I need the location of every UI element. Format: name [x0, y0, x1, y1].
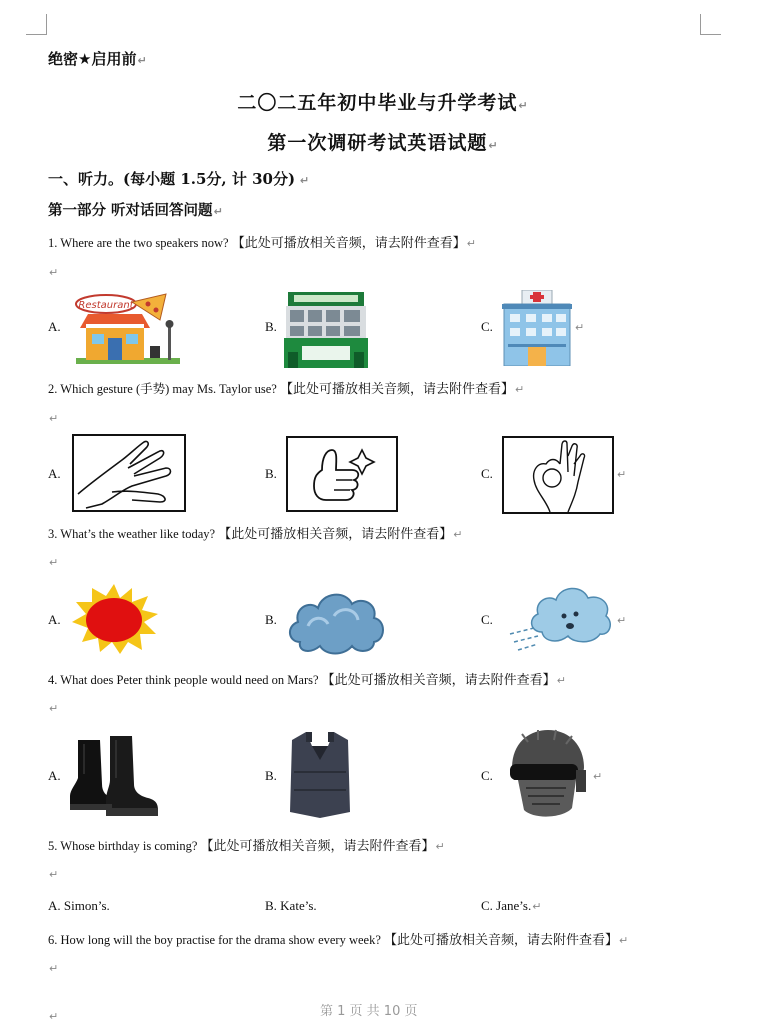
paragraph-mark: ↵ [49, 556, 59, 569]
vest-icon [286, 728, 354, 820]
part-heading: 第一部分 听对话回答问题↵ [48, 203, 223, 219]
thumbs-up-icon [286, 436, 398, 512]
q2-option-b[interactable]: B. [265, 466, 277, 481]
wind-icon [508, 582, 614, 656]
paragraph-mark: ↵ [49, 962, 59, 975]
svg-text:Restaurant: Restaurant [78, 300, 134, 311]
question-3: 3. What’s the weather like today? 【此处可播放相关音频，请去附件查看】↵ [48, 527, 463, 542]
q3-option-b[interactable]: B. [265, 612, 277, 627]
corner-mark-top-left [26, 14, 47, 35]
q3-option-c[interactable]: C. [481, 612, 493, 627]
audio-note[interactable]: 【此处可播放相关音频，请去附件查看】 [231, 236, 466, 251]
audio-note[interactable]: 【此处可播放相关音频，请去附件查看】 [279, 382, 514, 397]
q4-option-c[interactable]: C. [481, 768, 493, 783]
handshake-gesture-icon [72, 434, 186, 512]
question-5: 5. Whose birthday is coming? 【此处可播放相关音频，请去附件查看】↵ [48, 839, 445, 854]
q1-option-b[interactable]: B. [265, 319, 277, 334]
audio-note[interactable]: 【此处可播放相关音频，请去附件查看】 [218, 527, 453, 542]
q3-option-a[interactable]: A. [48, 612, 61, 627]
corner-mark-top-right [700, 14, 721, 35]
q1-option-c[interactable]: C. [481, 319, 493, 334]
paragraph-mark: ↵ [49, 266, 59, 279]
paragraph-mark: ↵ [575, 321, 585, 334]
confidential-label: 绝密★启用前↵ [48, 50, 147, 68]
hospital-icon [502, 290, 572, 366]
paragraph-mark: ↵ [49, 868, 59, 881]
q4-option-a[interactable]: A. [48, 768, 61, 783]
question-2: 2. Which gesture (手势) may Ms. Taylor use? 【此处可播放相关音频，请去附件查看】↵ [48, 382, 525, 397]
exam-title: 二〇二五年初中毕业与升学考试↵ [237, 92, 529, 114]
page-footer: 第 1 页 共 10 页 [320, 1004, 418, 1019]
paragraph-mark: ↵ [617, 614, 627, 627]
q5-option-b[interactable]: B. Kate’s. [265, 898, 317, 913]
paragraph-mark: ↵ [617, 468, 627, 481]
ok-gesture-icon [502, 436, 614, 514]
paragraph-mark: ↵ [593, 770, 603, 783]
q2-option-c[interactable]: C. [481, 466, 493, 481]
audio-note[interactable]: 【此处可播放相关音频，请去附件查看】 [200, 839, 435, 854]
cloud-icon [286, 586, 386, 656]
q1-option-a[interactable]: A. [48, 319, 61, 334]
section-heading: 一、听力。(每小题 1.5分, 计 30分) ↵ [48, 170, 310, 188]
paragraph-mark: ↵ [49, 702, 59, 715]
q4-option-b[interactable]: B. [265, 768, 277, 783]
q5-option-c[interactable]: C. Jane’s.↵ [481, 898, 542, 913]
sun-icon [70, 584, 158, 654]
boots-icon [66, 734, 162, 818]
question-4: 4. What does Peter think people would need on Mars? 【此处可播放相关音频，请去附件查看】↵ [48, 673, 566, 688]
paragraph-mark: ↵ [49, 1010, 59, 1023]
audio-note[interactable]: 【此处可播放相关音频，请去附件查看】 [321, 673, 556, 688]
helmet-icon [504, 728, 588, 822]
question-1: 1. Where are the two speakers now? 【此处可播放相关音频，请去附件查看】↵ [48, 236, 476, 251]
question-6: 6. How long will the boy practise for the drama show every week? 【此处可播放相关音频，请去附件查看】↵ [48, 933, 629, 948]
exam-subtitle: 第一次调研考试英语试题↵ [267, 132, 499, 154]
audio-note[interactable]: 【此处可播放相关音频，请去附件查看】 [384, 933, 619, 948]
paragraph-mark: ↵ [49, 412, 59, 425]
q5-option-a[interactable]: A. Simon’s. [48, 898, 110, 913]
q2-option-a[interactable]: A. [48, 466, 61, 481]
restaurant-icon [70, 290, 182, 366]
post-office-icon [284, 290, 368, 368]
